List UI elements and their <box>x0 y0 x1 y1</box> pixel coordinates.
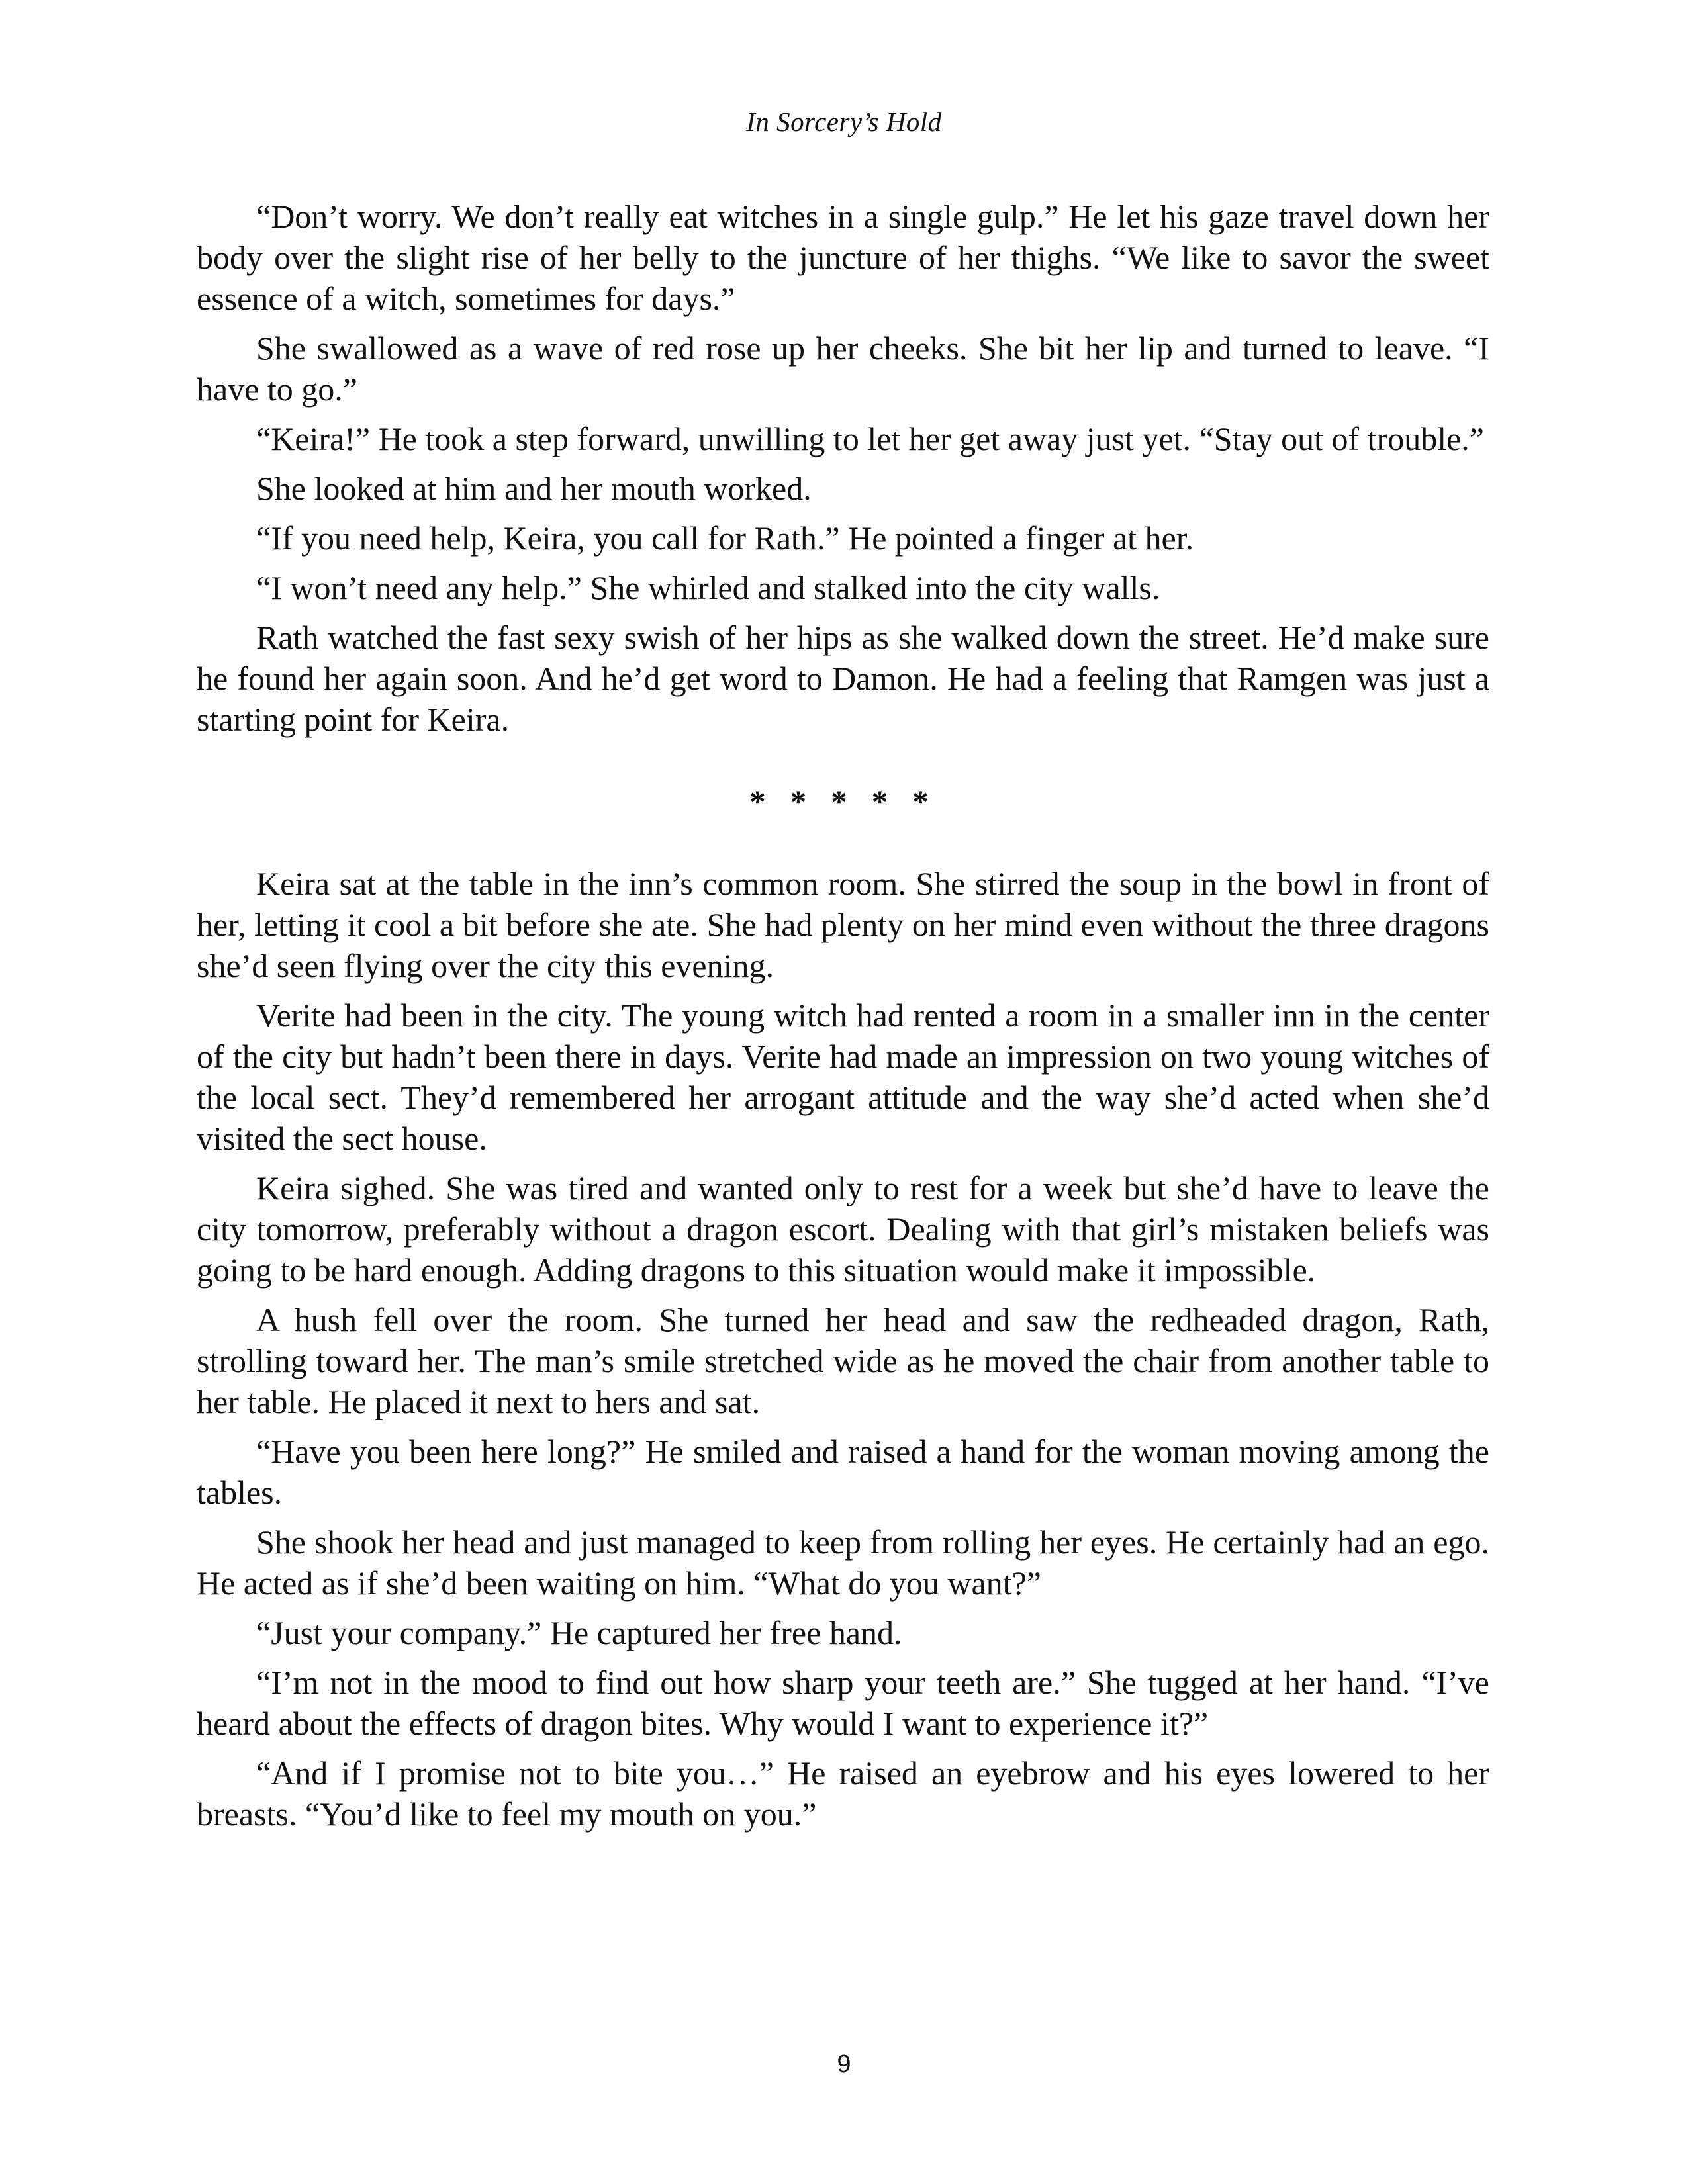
paragraph: “Have you been here long?” He smiled and raised a hand for the woman moving among the tables. <box>197 1433 1489 1511</box>
paragraph: Keira sat at the table in the inn’s common room. She stirred the soup in the bowl in front of her, letting it cool a bit before she ate. She had plenty on her mind even without the three dragons she’d seen flying over the city this evening. <box>197 865 1489 984</box>
paragraph: “Don’t worry. We don’t really eat witches in a single gulp.” He let his gaze travel down her body over the slight rise of her belly to the juncture of her thighs. “We like to savor the sweet essence of a witch, sometimes for days.” <box>197 198 1489 317</box>
paragraph: “I’m not in the mood to find out how sharp your teeth are.” She tugged at her hand. “I’ve heard about the effects of dragon bites. Why would I want to experience it?” <box>197 1664 1489 1742</box>
running-header: In Sorcery’s Hold <box>746 107 942 137</box>
scene-break: * * * * * <box>749 783 937 820</box>
paragraph: Rath watched the fast sexy swish of her hips as she walked down the street. He’d make sure he found her again soon. And he’d get word to Damon. He had a feeling that Ramgen was just a starting point for Keira. <box>197 619 1489 738</box>
paragraph: “If you need help, Keira, you call for Rath.” He pointed a finger at her. <box>256 520 1194 557</box>
page-number: 9 <box>837 2050 851 2078</box>
paragraph: Verite had been in the city. The young witch had rented a room in a smaller inn in the center of the city but hadn’t been there in days. Verite had made an impression on two young witches of the local sect. They’d remembered her arrogant attitude and the way she’d acted when she’d visited the sect house. <box>197 997 1489 1157</box>
paragraph: “Keira!” He took a step forward, unwilling to let her get away just yet. “Stay out of trouble.” <box>256 420 1484 457</box>
paragraph: A hush fell over the room. She turned her head and saw the redheaded dragon, Rath, strolling toward her. The man’s smile stretched wide as he moved the chair from another table to her table. He placed it next to hers and sat. <box>197 1301 1489 1420</box>
paragraph: She looked at him and her mouth worked. <box>256 470 812 507</box>
paragraph: “Just your company.” He captured her free hand. <box>256 1614 902 1651</box>
paragraph: “I won’t need any help.” She whirled and stalked into the city walls. <box>256 569 1160 606</box>
body-text <box>197 196 1489 1843</box>
paragraph: Keira sighed. She was tired and wanted only to rest for a week but she’d have to leave the city tomorrow, preferably without a dragon escort. Dealing with that girl’s mistaken beliefs was going to be hard enough. Adding dragons to this situation would make it impossible. <box>197 1169 1489 1289</box>
paragraph: She swallowed as a wave of red rose up her cheeks. She bit her lip and turned to leave. “I have to go.” <box>197 330 1489 408</box>
paragraph: “And if I promise not to bite you…” He raised an eyebrow and his eyes lowered to her breasts. “You’d like to feel my mouth on you.” <box>197 1754 1489 1833</box>
paragraph: She shook her head and just managed to keep from rolling her eyes. He certainly had an ego. He acted as if she’d been waiting on him. “What do you want?” <box>197 1524 1489 1602</box>
